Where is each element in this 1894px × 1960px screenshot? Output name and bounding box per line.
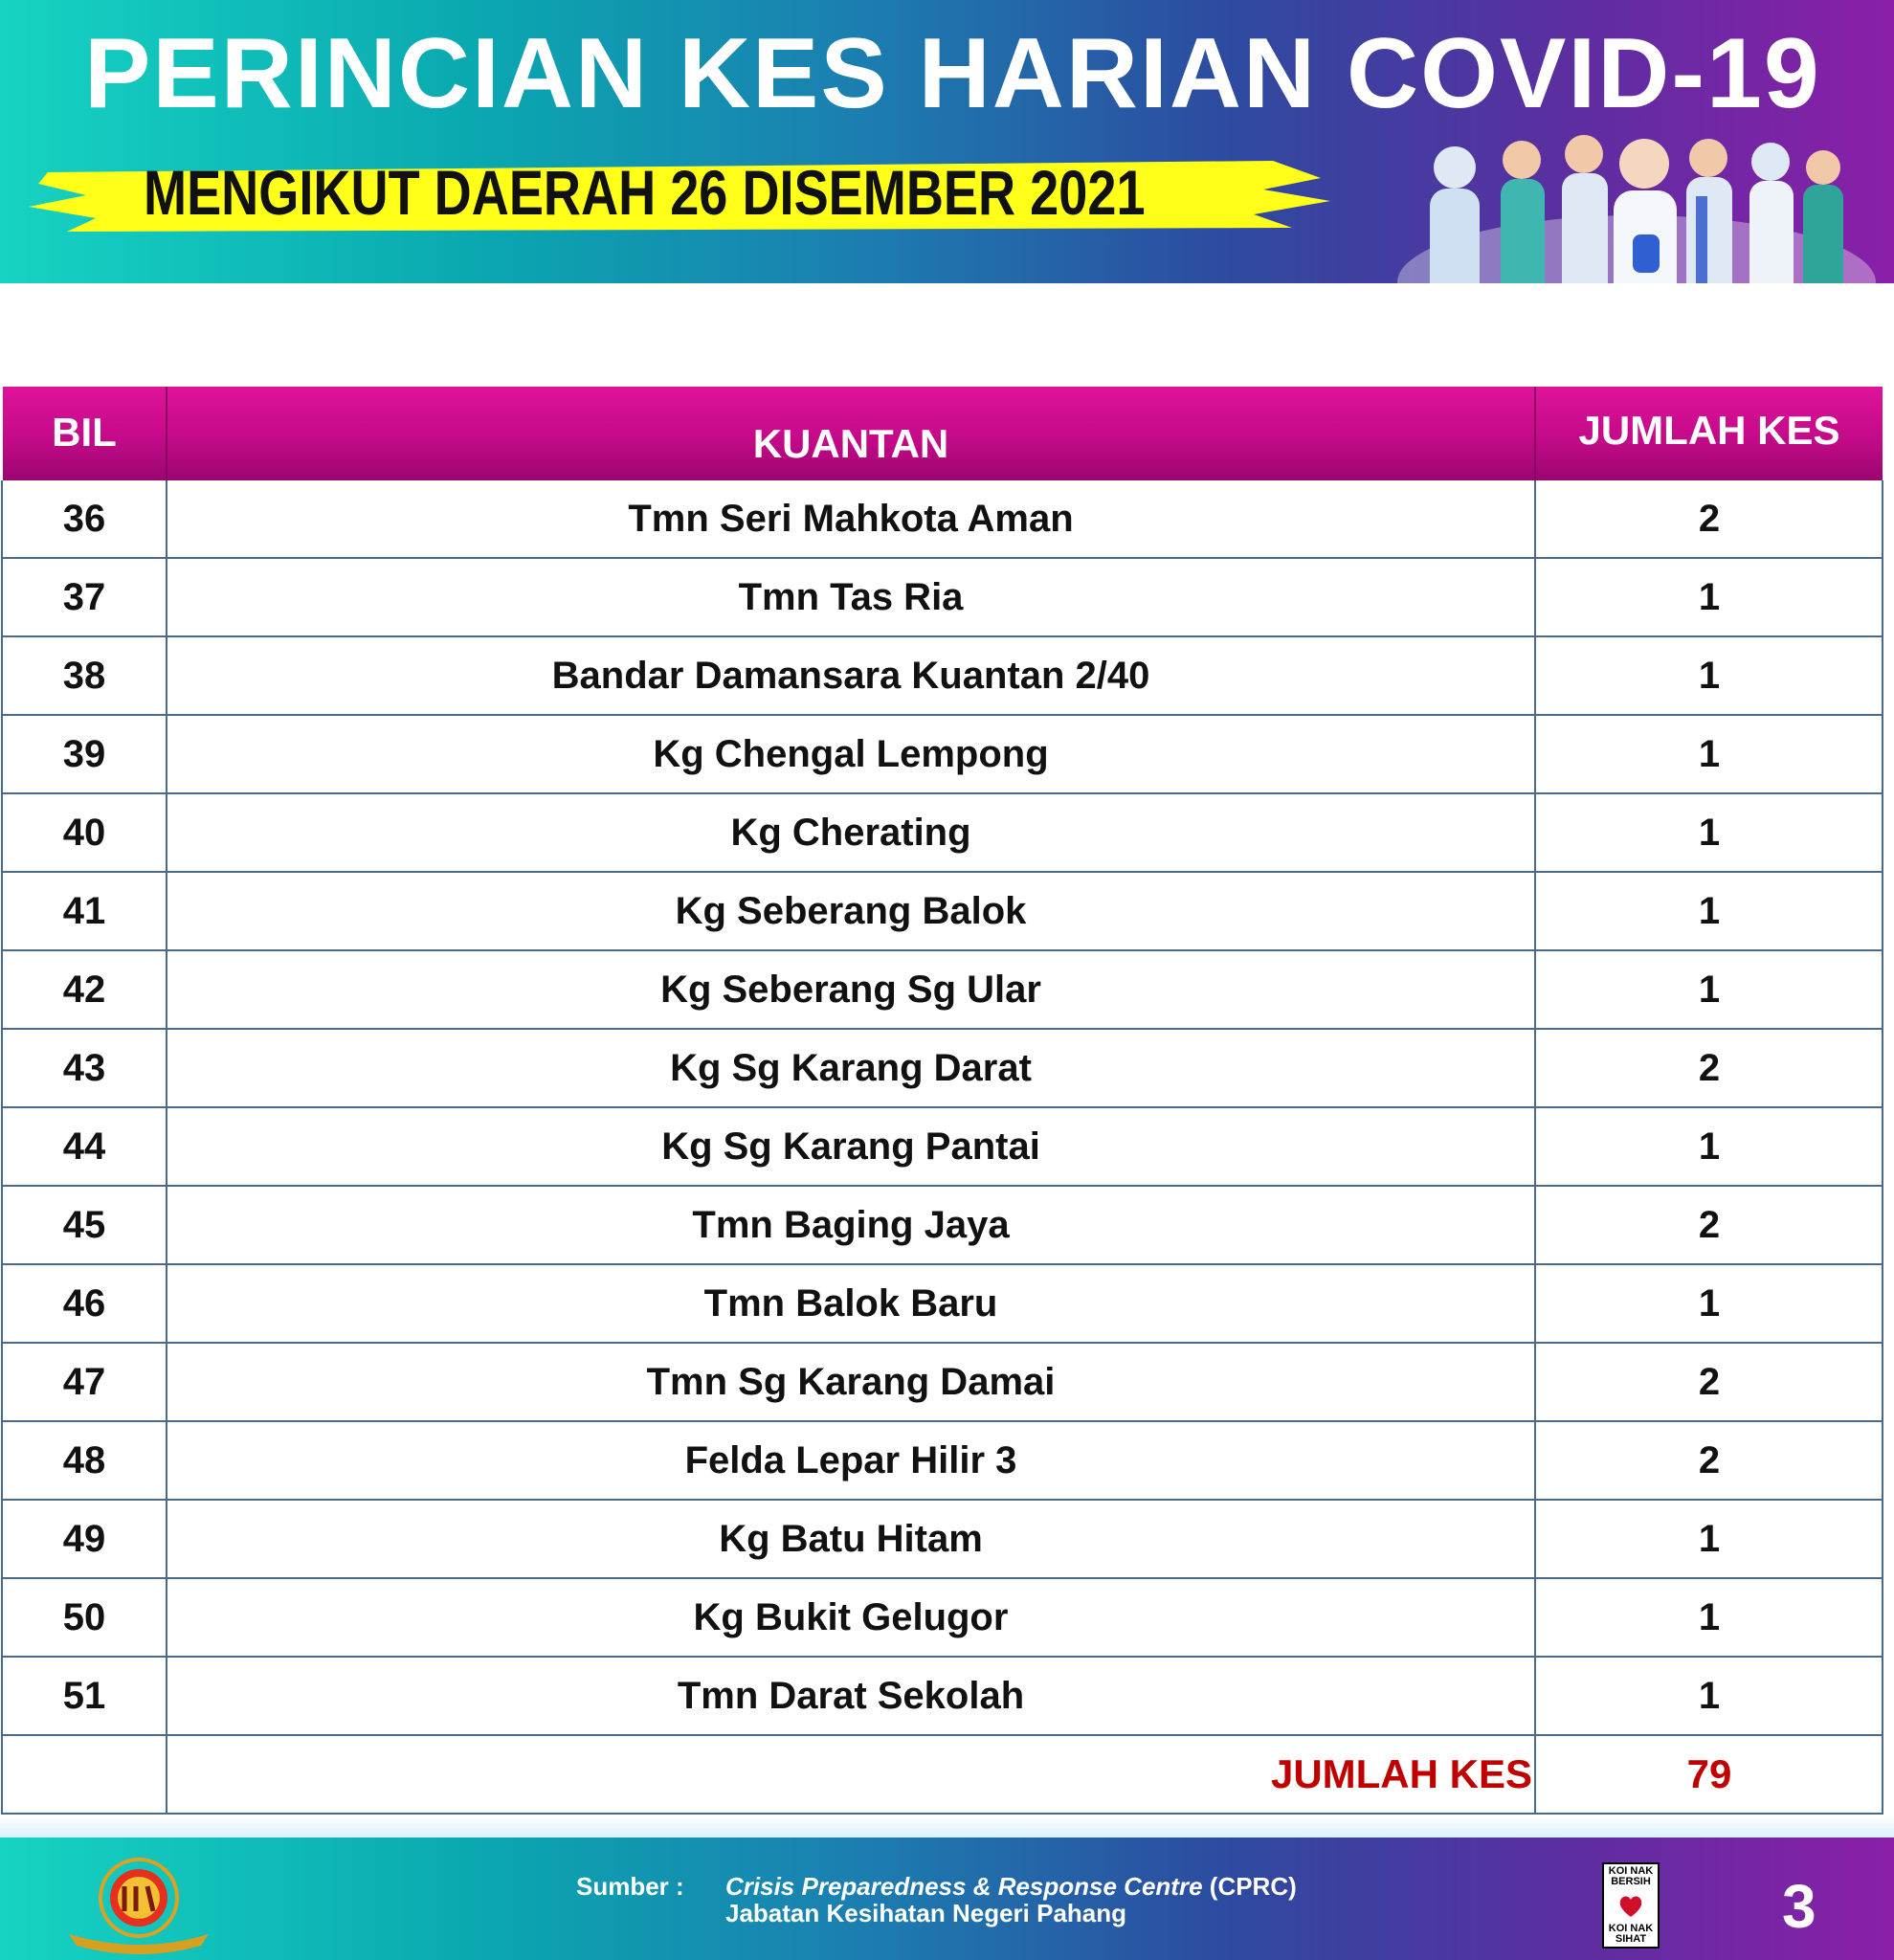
column-header-bil: BIL: [52, 410, 117, 455]
row-number: 43: [62, 1046, 106, 1089]
case-count: 1: [1698, 1517, 1721, 1560]
footer-divider: [0, 1816, 1894, 1839]
row-number: 46: [62, 1281, 106, 1325]
source-department: Jabatan Kesihatan Negeri Pahang: [725, 1899, 1127, 1927]
case-count: 2: [1698, 1360, 1721, 1403]
row-number: 36: [62, 497, 106, 540]
table-header: [3, 387, 1883, 480]
table-row: [3, 1658, 1883, 1736]
page-title: PERINCIAN KES HARIAN COVID-19: [84, 18, 1821, 129]
table-row: [3, 1265, 1883, 1344]
table-row: [3, 716, 1883, 794]
heart-icon: [1616, 1891, 1645, 1920]
table-row: [3, 1422, 1883, 1501]
source-organization: [725, 1872, 1297, 1902]
row-number: 44: [62, 1125, 106, 1168]
location-name: Kg Sg Karang Darat: [670, 1046, 1032, 1089]
row-number: 37: [62, 575, 106, 618]
row-number: 45: [62, 1203, 106, 1246]
table-row: [3, 873, 1883, 951]
case-count: 1: [1698, 575, 1721, 618]
row-number: 41: [62, 889, 106, 932]
row-number: 50: [62, 1595, 106, 1638]
table-border-right: [1882, 480, 1883, 1815]
location-name: Tmn Baging Jaya: [692, 1203, 1010, 1246]
location-name: Kg Cherating: [730, 811, 971, 854]
table-row: [3, 794, 1883, 873]
total-label: JUMLAH KES: [1270, 1751, 1532, 1796]
table-body: [3, 480, 1883, 1815]
row-number: 48: [62, 1438, 106, 1481]
case-count: 1: [1698, 654, 1721, 697]
column-header-kuantan: KUANTAN: [752, 421, 949, 466]
location-name: Kg Seberang Sg Ular: [660, 968, 1041, 1011]
header-divider-space: [0, 283, 1894, 389]
location-name: Tmn Tas Ria: [738, 575, 964, 618]
case-count: 2: [1698, 497, 1721, 540]
location-name: Kg Seberang Balok: [675, 889, 1027, 932]
location-name: Kg Chengal Lempong: [653, 732, 1049, 775]
table-column-divider: [166, 480, 167, 1815]
case-count: 1: [1698, 1674, 1721, 1717]
case-count: 2: [1698, 1438, 1721, 1481]
table-row: [3, 480, 1883, 559]
total-value: 79: [1686, 1751, 1732, 1796]
location-name: Felda Lepar Hilir 3: [684, 1438, 1017, 1481]
table-row: [3, 951, 1883, 1030]
table-border-left: [1, 480, 3, 1815]
row-number: 39: [62, 732, 106, 775]
row-number: 47: [62, 1360, 106, 1403]
location-name: Kg Bukit Gelugor: [693, 1595, 1009, 1638]
case-count: 1: [1698, 732, 1721, 775]
case-count: 1: [1698, 1125, 1721, 1168]
table-column-divider: [1534, 480, 1536, 1815]
location-name: Tmn Sg Karang Damai: [646, 1360, 1056, 1403]
source-label: Sumber :: [576, 1872, 684, 1901]
location-name: Bandar Damansara Kuantan 2/40: [551, 654, 1150, 697]
location-name: Tmn Seri Mahkota Aman: [628, 497, 1074, 540]
table-row: [3, 1030, 1883, 1108]
row-number: 40: [62, 811, 106, 854]
table-row: [3, 559, 1883, 637]
jkn-logo-icon: [57, 1852, 220, 1955]
case-count: 1: [1698, 1281, 1721, 1325]
case-count: 1: [1698, 889, 1721, 932]
total-row: [3, 1736, 1883, 1815]
page-subtitle: MENGIKUT DAERAH 26 DISEMBER 2021: [144, 157, 1146, 228]
case-count: 1: [1698, 1595, 1721, 1638]
table-row: [3, 1501, 1883, 1579]
case-count: 1: [1698, 811, 1721, 854]
row-number: 51: [62, 1674, 106, 1717]
page-number: 3: [1782, 1872, 1816, 1941]
case-count: 2: [1698, 1203, 1721, 1246]
table-row: [3, 1108, 1883, 1187]
table-row: [3, 1344, 1883, 1422]
case-count: 2: [1698, 1046, 1721, 1089]
case-count: 1: [1698, 968, 1721, 1011]
location-name: Tmn Balok Baru: [703, 1281, 998, 1325]
table-row: [3, 1579, 1883, 1658]
location-name: Kg Sg Karang Pantai: [661, 1125, 1040, 1168]
location-name: Tmn Darat Sekolah: [677, 1674, 1025, 1717]
row-number: 38: [62, 654, 106, 697]
koi-bottom-text: KOI NAK SIHAT: [1608, 1923, 1654, 1945]
koi-top-text: KOI NAK BERSIH: [1608, 1865, 1654, 1887]
row-number: 42: [62, 968, 106, 1011]
table-row: [3, 1187, 1883, 1265]
column-header-jumlah-kes: JUMLAH KES: [1578, 408, 1840, 453]
source-organization-abbr: (CPRC): [1209, 1872, 1297, 1901]
total-empty-cell: [3, 1736, 166, 1813]
source-organization-name: Crisis Preparedness & Response Centre: [725, 1872, 1203, 1901]
koi-nak-sihat-badge: [1602, 1862, 1660, 1949]
location-name: Kg Batu Hitam: [719, 1517, 983, 1560]
row-number: 49: [62, 1517, 106, 1560]
table-row: [3, 637, 1883, 716]
